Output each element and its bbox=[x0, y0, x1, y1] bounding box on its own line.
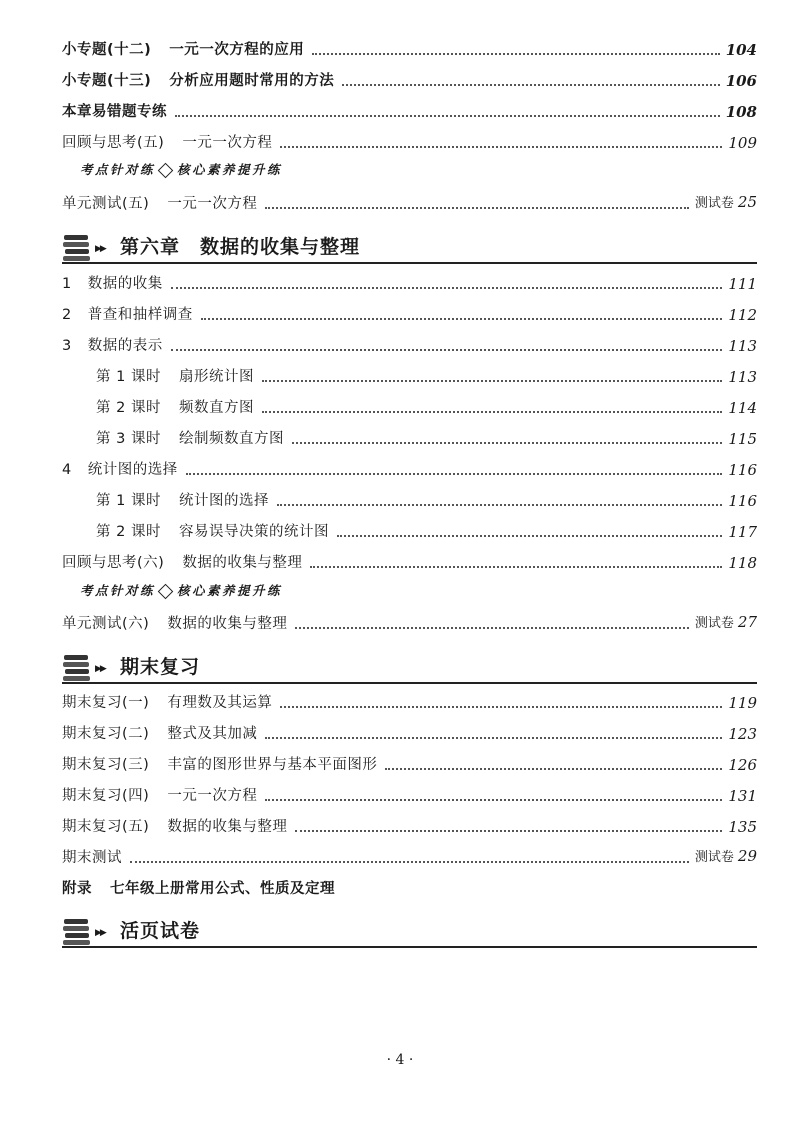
toc-entry[interactable] bbox=[62, 456, 757, 480]
entry-title: 数据的收集与整理 bbox=[167, 616, 288, 632]
entry-page: 118 bbox=[728, 554, 757, 572]
toc-entry[interactable] bbox=[62, 270, 757, 294]
practice-heading bbox=[80, 160, 282, 182]
entry-prefix: 1 bbox=[62, 276, 72, 292]
toc-entry[interactable] bbox=[62, 190, 757, 214]
entry-title: 数据的收集与整理 bbox=[182, 555, 303, 571]
page-number: · 4 · bbox=[386, 1052, 414, 1068]
entry-title: 有理数及其运算 bbox=[167, 695, 273, 711]
entry-prefix: 4 bbox=[62, 462, 72, 478]
leader-dots bbox=[265, 207, 689, 209]
practice-heading bbox=[80, 581, 282, 603]
leader-dots bbox=[277, 504, 722, 506]
entry-page: 104 bbox=[725, 41, 757, 59]
test-paper-number: 25 bbox=[737, 193, 757, 211]
entry-page: 111 bbox=[728, 275, 757, 293]
entry-prefix: 期末复习(五) bbox=[62, 819, 150, 835]
test-paper-label: 测试卷 bbox=[694, 196, 734, 211]
test-paper-label: 测试卷 bbox=[694, 850, 734, 865]
entry-title: 一元一次方程 bbox=[167, 788, 258, 804]
toc-sub-entry[interactable] bbox=[96, 518, 757, 542]
entry-prefix: 回顾与思考(六) bbox=[62, 555, 165, 571]
entry-title: 扇形统计图 bbox=[178, 369, 254, 385]
entry-page: 116 bbox=[728, 461, 757, 479]
test-paper-number: 27 bbox=[737, 613, 757, 631]
entry-page: 108 bbox=[725, 103, 757, 121]
entry-title: 一元一次方程 bbox=[167, 196, 258, 212]
entry-prefix: 单元测试(六) bbox=[62, 616, 150, 632]
entry-prefix: 回顾与思考(五) bbox=[62, 135, 165, 151]
toc-entry[interactable] bbox=[62, 875, 757, 899]
divider bbox=[62, 946, 757, 948]
practice-right: 核心素养提升练 bbox=[177, 583, 283, 598]
diamond-icon bbox=[158, 584, 174, 600]
entry-prefix: 第 2 课时 bbox=[96, 524, 161, 540]
entry-page: 131 bbox=[728, 787, 757, 805]
leader-dots bbox=[385, 768, 722, 770]
toc-entry[interactable] bbox=[62, 36, 757, 60]
toc-entry[interactable] bbox=[62, 751, 757, 775]
books-icon bbox=[62, 917, 92, 945]
leader-dots bbox=[130, 861, 689, 863]
entry-title: 一元一次方程 bbox=[182, 135, 273, 151]
entry-page: 115 bbox=[728, 430, 757, 448]
entry-prefix: 3 bbox=[62, 338, 72, 354]
entry-title: 数据的表示 bbox=[87, 338, 163, 354]
toc-sub-entry[interactable] bbox=[96, 363, 757, 387]
leader-dots bbox=[175, 115, 720, 117]
toc-entry[interactable] bbox=[62, 129, 757, 153]
entry-title: 数据的收集与整理 bbox=[167, 819, 288, 835]
entry-prefix: 期末测试 bbox=[62, 850, 122, 866]
entry-title: 一元一次方程的应用 bbox=[169, 42, 305, 58]
leader-dots bbox=[262, 411, 722, 413]
practice-right: 核心素养提升练 bbox=[177, 162, 283, 177]
chapter-header bbox=[62, 912, 757, 948]
leader-dots bbox=[262, 380, 722, 382]
leader-dots bbox=[337, 535, 722, 537]
toc-entry[interactable] bbox=[62, 720, 757, 744]
entry-page: 135 bbox=[728, 818, 757, 836]
books-icon bbox=[62, 233, 92, 261]
entry-prefix: 小专题(十三) bbox=[62, 73, 152, 89]
entry-page: 112 bbox=[728, 306, 757, 324]
entry-page: 119 bbox=[728, 694, 757, 712]
entry-prefix: 本章易错题专练 bbox=[62, 104, 167, 120]
toc-entry[interactable] bbox=[62, 301, 757, 325]
practice-left: 考点针对练 bbox=[80, 162, 156, 177]
entry-title: 七年级上册常用公式、性质及定理 bbox=[110, 881, 335, 897]
leader-dots bbox=[171, 349, 723, 351]
leader-dots bbox=[171, 287, 723, 289]
entry-title: 容易误导决策的统计图 bbox=[178, 524, 329, 540]
entry-page: 113 bbox=[728, 368, 757, 386]
leader-dots bbox=[295, 830, 722, 832]
entry-title: 绘制频数直方图 bbox=[178, 431, 284, 447]
leader-dots bbox=[186, 473, 723, 475]
entry-page: 123 bbox=[728, 725, 757, 743]
entry-prefix: 期末复习(二) bbox=[62, 726, 150, 742]
entry-prefix: 小专题(十二) bbox=[62, 42, 152, 58]
toc-sub-entry[interactable] bbox=[96, 425, 757, 449]
entry-page bbox=[695, 192, 757, 214]
entry-page: 126 bbox=[728, 756, 757, 774]
entry-prefix: 期末复习(一) bbox=[62, 695, 150, 711]
leader-dots bbox=[295, 627, 689, 629]
double-arrow-icon: ▶▶ bbox=[95, 664, 105, 674]
entry-title: 丰富的图形世界与基本平面图形 bbox=[167, 757, 378, 773]
toc-entry[interactable] bbox=[62, 844, 757, 868]
entry-page bbox=[695, 612, 757, 634]
chapter-title: 期末复习 bbox=[120, 656, 201, 678]
double-arrow-icon: ▶▶ bbox=[95, 244, 105, 254]
entry-page: 109 bbox=[728, 134, 757, 152]
entry-title: 数据的收集 bbox=[87, 276, 163, 292]
entry-title: 统计图的选择 bbox=[178, 493, 269, 509]
books-icon bbox=[62, 653, 92, 681]
toc-entry[interactable] bbox=[62, 98, 757, 122]
entry-page bbox=[695, 846, 757, 868]
entry-title: 统计图的选择 bbox=[87, 462, 178, 478]
entry-title: 普查和抽样调查 bbox=[87, 307, 193, 323]
entry-prefix: 第 1 课时 bbox=[96, 369, 161, 385]
practice-left: 考点针对练 bbox=[80, 583, 156, 598]
toc-entry[interactable] bbox=[62, 610, 757, 634]
divider bbox=[62, 262, 757, 264]
leader-dots bbox=[342, 84, 719, 86]
toc-entry[interactable] bbox=[62, 782, 757, 806]
chapter-title: 活页试卷 bbox=[120, 920, 201, 942]
leader-dots bbox=[265, 799, 722, 801]
leader-dots bbox=[312, 53, 719, 55]
toc-entry[interactable] bbox=[62, 689, 757, 713]
entry-prefix: 附录 bbox=[62, 881, 92, 897]
leader-dots bbox=[201, 318, 723, 320]
entry-title: 频数直方图 bbox=[178, 400, 254, 416]
toc-entry[interactable] bbox=[62, 67, 757, 91]
toc-sub-entry[interactable] bbox=[96, 394, 757, 418]
leader-dots bbox=[310, 566, 722, 568]
entry-page: 106 bbox=[725, 72, 757, 90]
diamond-icon bbox=[158, 163, 174, 179]
chapter-title: 第六章 数据的收集与整理 bbox=[120, 236, 361, 258]
toc-entry[interactable] bbox=[62, 332, 757, 356]
test-paper-number: 29 bbox=[737, 847, 757, 865]
entry-page: 117 bbox=[728, 523, 757, 541]
entry-page: 114 bbox=[728, 399, 757, 417]
chapter-header bbox=[62, 648, 757, 684]
divider bbox=[62, 682, 757, 684]
entry-prefix: 第 3 课时 bbox=[96, 431, 161, 447]
test-paper-label: 测试卷 bbox=[694, 616, 734, 631]
entry-title: 分析应用题时常用的方法 bbox=[169, 73, 335, 89]
toc-entry[interactable] bbox=[62, 549, 757, 573]
entry-prefix: 期末复习(三) bbox=[62, 757, 150, 773]
entry-page: 116 bbox=[728, 492, 757, 510]
chapter-header bbox=[62, 228, 757, 264]
toc-entry[interactable] bbox=[62, 813, 757, 837]
entry-title: 整式及其加减 bbox=[167, 726, 258, 742]
entry-page: 113 bbox=[728, 337, 757, 355]
entry-prefix: 第 1 课时 bbox=[96, 493, 161, 509]
leader-dots bbox=[292, 442, 722, 444]
entry-prefix: 2 bbox=[62, 307, 72, 323]
entry-prefix: 单元测试(五) bbox=[62, 196, 150, 212]
entry-prefix: 第 2 课时 bbox=[96, 400, 161, 416]
entry-prefix: 期末复习(四) bbox=[62, 788, 150, 804]
leader-dots bbox=[280, 706, 722, 708]
double-arrow-icon: ▶▶ bbox=[95, 928, 105, 938]
leader-dots bbox=[265, 737, 722, 739]
toc-sub-entry[interactable] bbox=[96, 487, 757, 511]
leader-dots bbox=[280, 146, 722, 148]
